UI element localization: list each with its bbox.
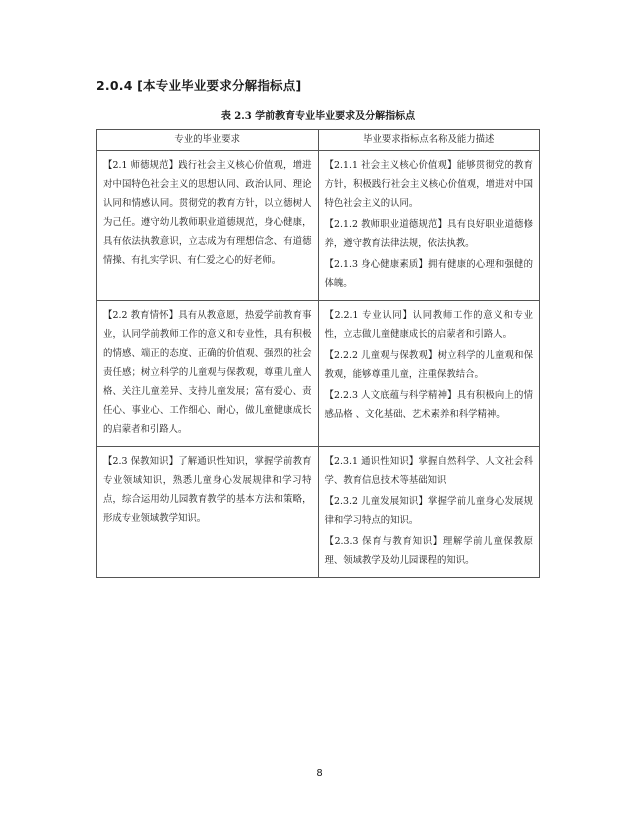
header-indicator-points: 毕业要求指标点名称及能力描述 [318,130,540,151]
table-row [97,447,540,578]
requirement-cell: 【2.2 教育情怀】具有从教意愿，热爱学前教育事业，认同学前教师工作的意义和专业性，具有积极的情感、端正的态度、正确的价值观、强烈的社会责任感；树立科学的儿童观与保教观，尊重儿童人格、关注儿童差异、支持儿童发展；富有爱心、责任心、事业心、工作细心、耐心，做儿童健康成长的启蒙者和引路人。 [97,301,319,447]
requirement-cell: 【2.1 师德规范】践行社会主义核心价值观，增进对中国特色社会主义的思想认同、政治认同、理论认同和情感认同。贯彻党的教育方针，以立德树人为己任。遵守幼儿教师职业道德规范，身心健康，具有依法执教意识，立志成为有理想信念、有道德情操、有扎实学识、有仁爱之心的好老师。 [97,151,319,301]
indicator-points-cell [318,447,540,578]
header-requirement: 专业的毕业要求 [97,130,319,151]
page-number: 8 [316,768,323,779]
indicator-point: 【2.1.1 社会主义核心价值观】能够贯彻党的教育方针，积极践行社会主义核心价值观，增进对中国特色社会主义的认同。 [324,160,533,209]
requirements-table [96,129,540,578]
table-row [97,301,540,447]
section-heading: 2.0.4 [本专业毕业要求分解指标点] [96,78,302,93]
indicator-point: 【2.3.2 儿童发展知识】掌握学前儿童身心发展规律和学习特点的知识。 [324,496,533,526]
indicator-points-cell [318,151,540,301]
table-header-row [97,130,540,151]
requirement-cell: 【2.3 保教知识】了解通识性知识，掌握学前教育专业领域知识，熟悉儿童身心发展规律和学习特点，综合运用幼儿园教育教学的基本方法和策略，形成专业领域教学知识。 [97,447,319,578]
indicator-points-cell [318,301,540,447]
indicator-point: 【2.2.2 儿童观与保教观】树立科学的儿童观和保教观，能够尊重儿童，注重保教结合。 [324,350,533,380]
table-caption: 表 2.3 学前教育专业毕业要求及分解指标点 [220,111,416,122]
table-row [97,151,540,301]
indicator-point: 【2.2.1 专业认同】认同教师工作的意义和专业性，立志做儿童健康成长的启蒙者和引路人。 [324,310,533,340]
indicator-point: 【2.2.3 人文底蕴与科学精神】具有积极向上的情感品格 、文化基础、艺术素养和科学精神。 [324,390,533,420]
indicator-point: 【2.1.2 教师职业道德规范】具有良好职业道德修养，遵守教育法律法规，依法执教。 [324,219,533,249]
indicator-point: 【2.3.3 保育与教育知识】理解学前儿童保教原理、领域教学及幼儿园课程的知识。 [324,536,533,566]
indicator-point: 【2.1.3 身心健康素质】拥有健康的心理和强健的体魄。 [324,259,533,289]
indicator-point: 【2.3.1 通识性知识】掌握自然科学、人文社会科学、教育信息技术等基础知识 [324,456,533,486]
